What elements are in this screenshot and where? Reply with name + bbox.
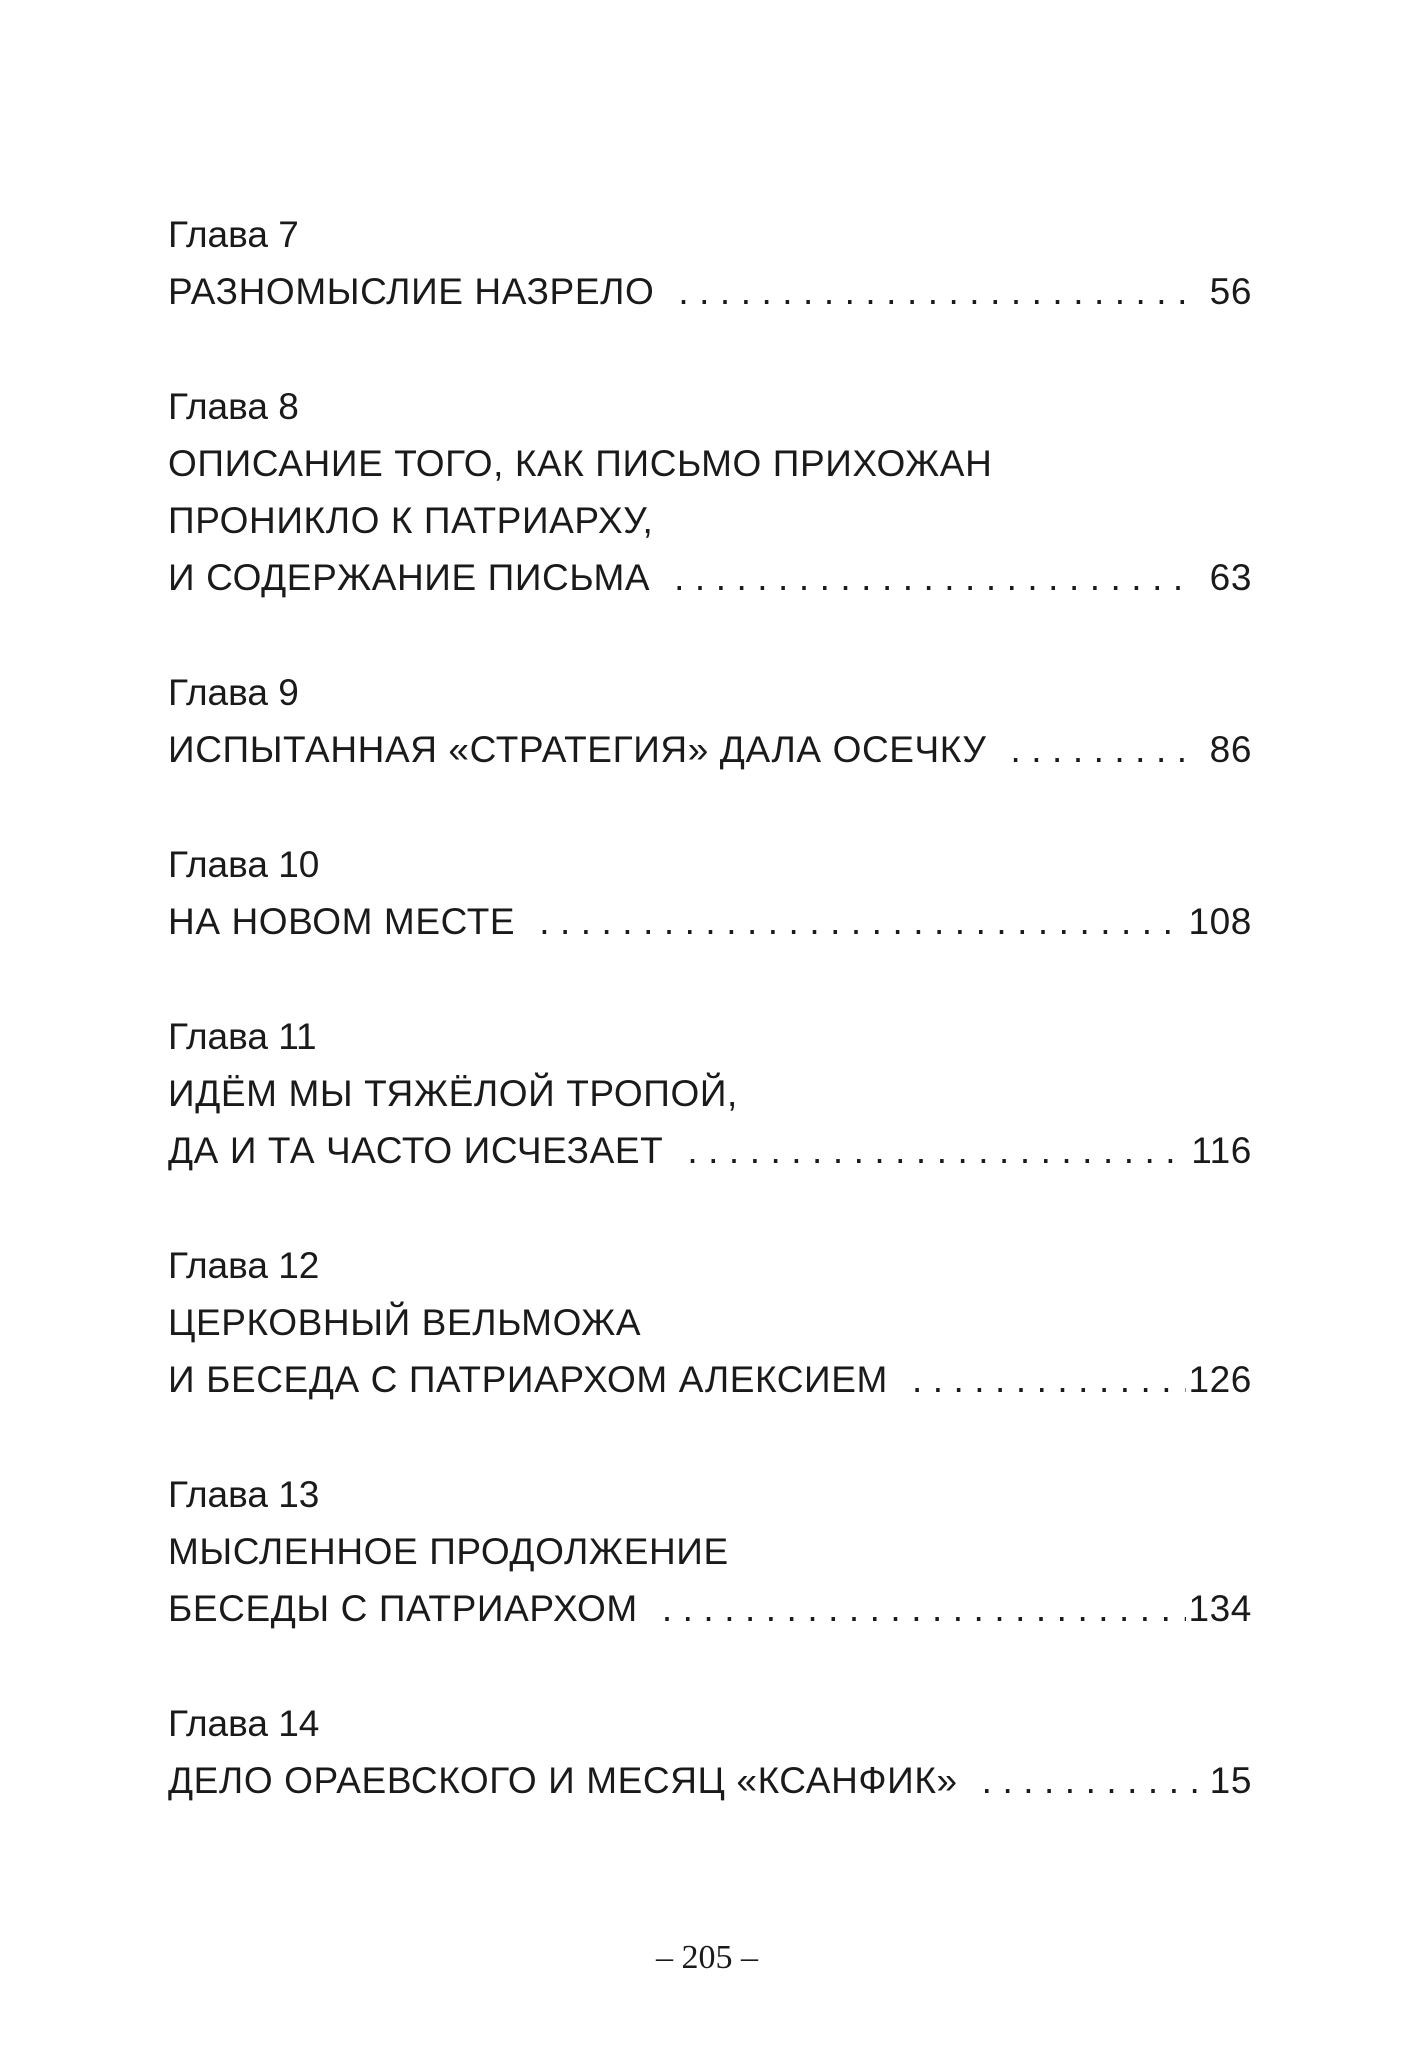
table-of-contents <box>168 206 1252 1867</box>
chapter-label: Глава 8 <box>168 386 299 427</box>
dot-leader <box>662 1580 1187 1637</box>
chapter-title-line <box>168 1752 1252 1809</box>
chapter-title: И СОДЕРЖАНИЕ ПИСЬМА <box>168 557 651 598</box>
chapter-title-line <box>168 1580 1252 1637</box>
dot-leader <box>982 1752 1208 1809</box>
toc-entry-chapter-11 <box>168 1008 1252 1179</box>
chapter-title-line <box>168 549 1252 606</box>
page-ref: 86 <box>1209 729 1252 770</box>
chapter-title: ДЕЛО ОРАЕВСКОГО И МЕСЯЦ «КСАНФИК» <box>168 1760 958 1801</box>
toc-entry-chapter-10 <box>168 836 1252 950</box>
page-number: – 205 – <box>656 1939 758 1976</box>
toc-entry-chapter-14 <box>168 1695 1252 1809</box>
chapter-title-line-2: ПРОНИКЛО К ПАТРИАРХУ, <box>168 500 654 541</box>
chapter-title-line-1: ОПИСАНИЕ ТОГО, КАК ПИСЬМО ПРИХОЖАН <box>168 443 993 484</box>
chapter-label: Глава 12 <box>168 1245 320 1286</box>
chapter-title-line <box>168 263 1252 320</box>
page-ref: 15 <box>1209 1760 1252 1801</box>
dot-leader <box>674 549 1196 606</box>
chapter-label: Глава 11 <box>168 1016 317 1057</box>
chapter-label: Глава 13 <box>168 1474 320 1515</box>
dot-leader <box>678 263 1195 320</box>
page-ref: 126 <box>1188 1359 1252 1400</box>
chapter-title-line-1: ИДЁМ МЫ ТЯЖЁЛОЙ ТРОПОЙ, <box>168 1073 738 1114</box>
chapter-title-line <box>168 721 1252 778</box>
toc-entry-chapter-12 <box>168 1237 1252 1408</box>
toc-entry-chapter-7 <box>168 206 1252 320</box>
chapter-label: Глава 9 <box>168 672 299 713</box>
chapter-title: НА НОВОМ МЕСТЕ <box>168 901 516 942</box>
chapter-label: Глава 14 <box>168 1703 320 1744</box>
dot-leader <box>687 1122 1189 1179</box>
toc-entry-chapter-9 <box>168 664 1252 778</box>
chapter-title-line <box>168 1351 1252 1408</box>
toc-entry-chapter-8 <box>168 378 1252 606</box>
dot-leader <box>539 893 1186 950</box>
chapter-title: ДА И ТА ЧАСТО ИСЧЕЗАЕТ <box>168 1130 664 1171</box>
chapter-title: И БЕСЕДА С ПАТРИАРХОМ АЛЕКСИЕМ <box>168 1359 888 1400</box>
chapter-title: РАЗНОМЫСЛИЕ НАЗРЕЛО <box>168 271 655 312</box>
chapter-title: ИСПЫТАННАЯ «СТРАТЕГИЯ» ДАЛА ОСЕЧКУ <box>168 729 987 770</box>
page-ref: 108 <box>1188 901 1252 942</box>
dot-leader <box>912 1351 1187 1408</box>
chapter-title: БЕСЕДЫ С ПАТРИАРХОМ <box>168 1588 638 1629</box>
page-ref: 63 <box>1209 557 1252 598</box>
chapter-title-line <box>168 893 1252 950</box>
chapter-title-line-1: МЫСЛЕННОЕ ПРОДОЛЖЕНИЕ <box>168 1531 729 1572</box>
chapter-title-line-1: ЦЕРКОВНЫЙ ВЕЛЬМОЖА <box>168 1302 642 1343</box>
chapter-label: Глава 7 <box>168 214 299 255</box>
page-ref: 116 <box>1191 1130 1252 1171</box>
chapter-label: Глава 10 <box>168 844 320 885</box>
chapter-title-line <box>168 1122 1252 1179</box>
page-ref: 134 <box>1188 1588 1252 1629</box>
toc-entry-chapter-13 <box>168 1466 1252 1637</box>
page-ref: 56 <box>1209 271 1252 312</box>
dot-leader <box>1010 721 1195 778</box>
